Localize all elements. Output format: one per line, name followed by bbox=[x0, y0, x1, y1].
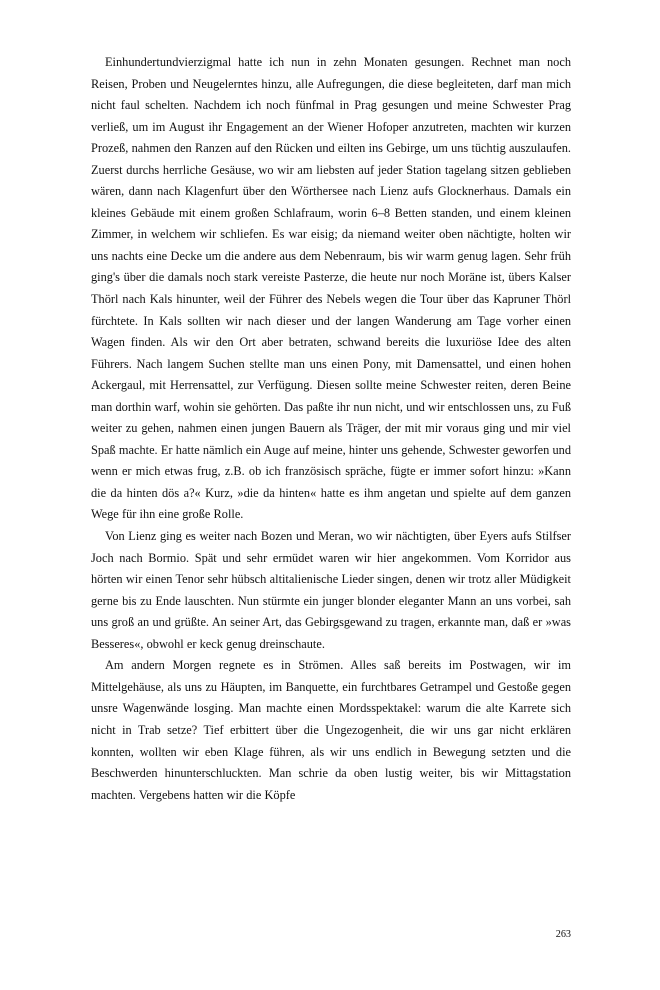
paragraph: Einhundertundvierzigmal hatte ich nun in zehn Monaten gesungen. Rechnet man noch Reisen, Proben und Neugelerntes hinzu, alle Aufregungen, die diese begleiteten, darf man mich nicht faul schelten. Nachdem ich noch fünfmal in Prag gesungen und meine Schwester Prag verließ, um im August ihr Engagement an der Wiener Hofoper anzutreten, machten wir kurzen Prozeß, nahmen den Ranzen auf den Rücken und eilten ins Gebirge, um uns tüchtig auszulaufen. Zuerst durchs herrliche Gesäuse, wo wir am liebsten auf jeder Station tagelang sitzen geblieben wären, dann nach Klagenfurt über den Wörthersee nach Lienz aufs Glocknerhaus. Damals ein kleines Gebäude mit einem großen Schlafraum, worin 6–8 Betten standen, und einem kleinen Zimmer, in welchem wir schliefen. Es war eisig; da niemand weiter oben nächtigte, holten wir uns nachts eine Decke um die andere aus dem Nebenraum, bis wir warm genug lagen. Sehr früh ging's über die damals noch stark vereiste Pasterze, die heute nur noch Moräne ist, übers Kalser Thörl nach Kals hinunter, weil der Führer des Nebels wegen die Tour über das Kapruner Thörl fürchtete. In Kals sollten wir nach dieser und der langen Wanderung am Tage vorher einen Wagen finden. Als wir den Ort aber betraten, schwand bereits die luxuriöse Idee des alten Führers. Nach langem Suchen stellte man uns einen Pony, mit Damensattel, und einen hohen Ackergaul, mit Herrensattel, zur Verfügung. Diesen sollte meine Schwester reiten, deren Beine man dorthin warf, wohin sie gehörten. Das paßte ihr nun nicht, und wir entschlossen uns, zu Fuß weiter zu gehen, nahmen einen jungen Bauern als Träger, der mit mir voraus ging und mir viel Spaß machte. Er hatte nämlich ein Auge auf meine, hinter uns gehende, Schwester geworfen und wenn er mich etwas frug, z.B. ob ich französisch spräche, fügte er immer sofort hinzu: »Kann die da hinten dös a?« Kurz, »die da hinten« hatte es ihm angetan und spielte auf dem ganzen Wege für ihn eine große Rolle. bbox=[91, 55, 571, 522]
page-number: 263 bbox=[555, 929, 571, 940]
page-body-text bbox=[91, 52, 571, 806]
paragraph: Am andern Morgen regnete es in Strömen. Alles saß bereits im Postwagen, wir im Mittelgehäuse, als uns zu Häupten, im Banquette, ein furchtbares Getrampel und Gestoße gegen unsre Wagenwände losging. Man machte einen Mordsspektakel: warum die alte Karrete sich nicht in Trab setze? Tief erbittert über die Ungezogenheit, die wir uns gar nicht erklären konnten, wollten wir eben Klage führen, als wir uns endlich in Bewegung setzten und die Beschwerden hinunterschluckten. Man schrie da oben lustig weiter, bis wir Mittagstation machten. Vergebens hatten wir die Köpfe bbox=[91, 658, 571, 802]
paragraph: Von Lienz ging es weiter nach Bozen und Meran, wo wir nächtigten, über Eyers aufs Stilfser Joch nach Bormio. Spät und sehr ermüdet waren wir hier angekommen. Vom Korridor aus hörten wir einen Tenor sehr hübsch altitalienische Lieder singen, denen wir trotz aller Müdigkeit gerne bis zu Ende lauschten. Nun stürmte ein junger blonder eleganter Mann an uns vorbei, sah uns groß an und grüßte. An seiner Art, das Gebirgsgewand zu tragen, erkannte man, daß er »was Besseres«, obwohl er keck genug dreinschaute. bbox=[91, 529, 571, 651]
